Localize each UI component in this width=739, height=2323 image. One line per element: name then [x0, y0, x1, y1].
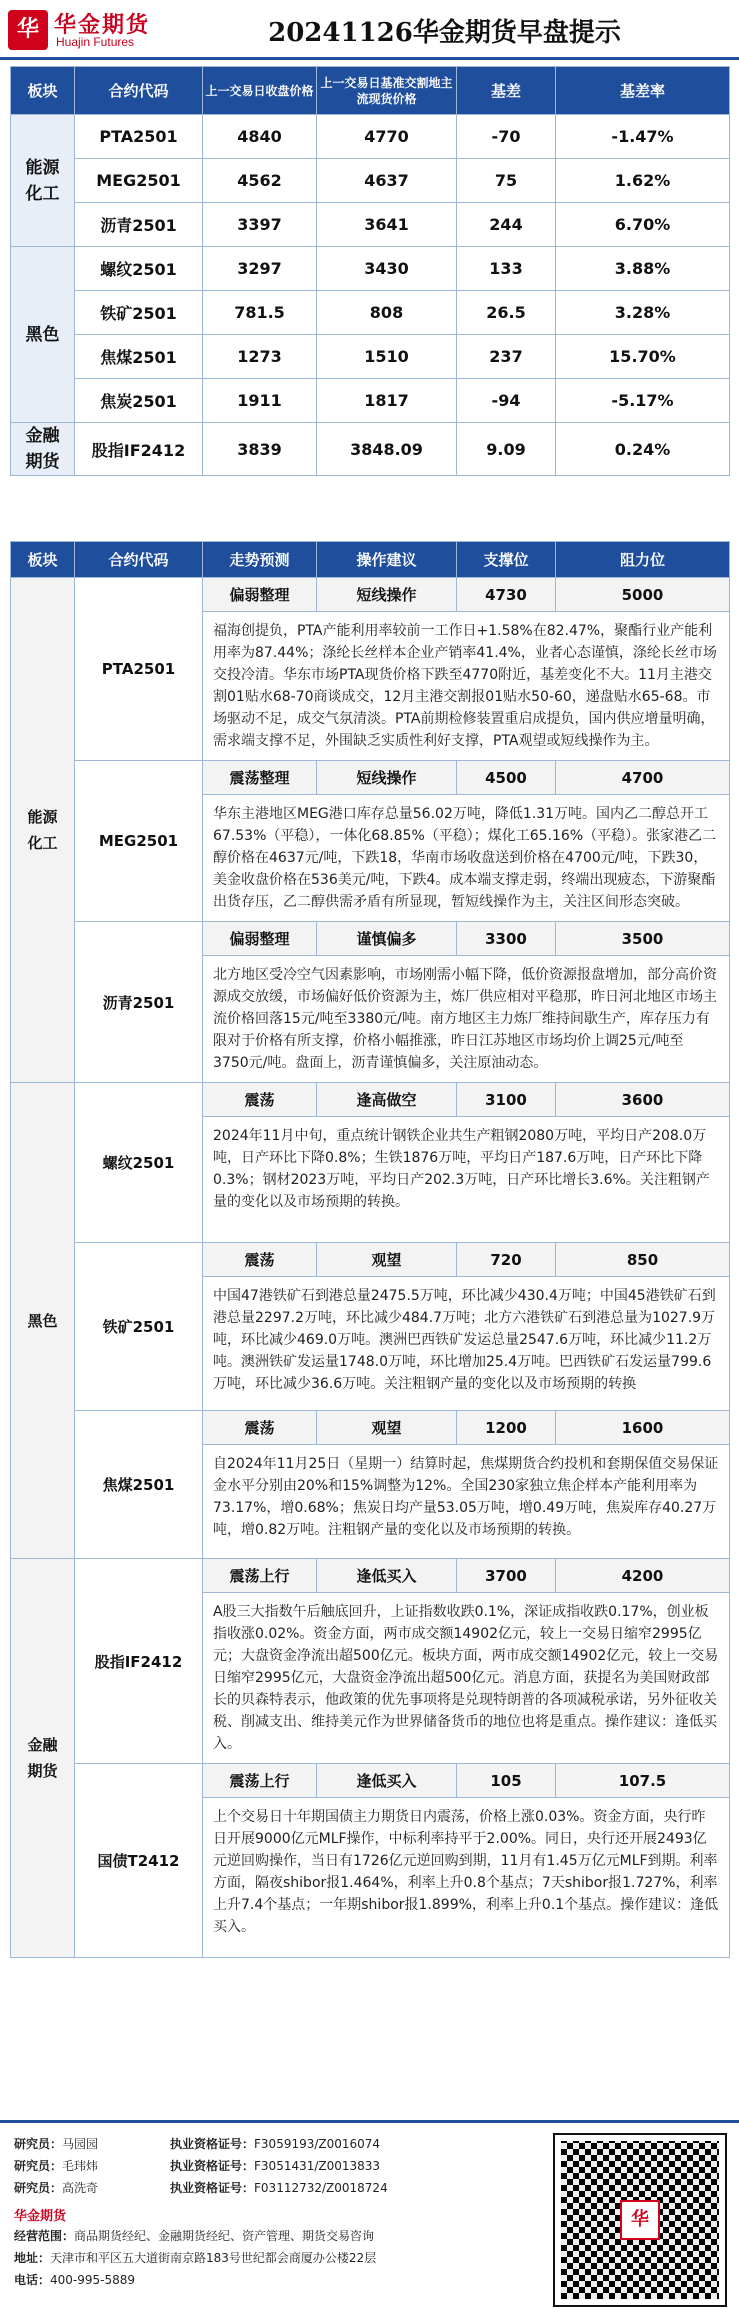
sector-cell: 能源 化工 — [11, 115, 75, 247]
scope-label: 经营范围： — [14, 2229, 75, 2243]
header-code: 合约代码 — [75, 67, 203, 115]
support-level: 4500 — [457, 761, 556, 795]
resistance-level: 5000 — [556, 578, 730, 612]
close-price: 4840 — [203, 115, 317, 159]
header-code: 合约代码 — [75, 542, 203, 578]
spot-price: 808 — [317, 291, 457, 335]
support-level: 3700 — [457, 1559, 556, 1593]
contract-code: 股指IF2412 — [75, 423, 203, 476]
header-sector: 板块 — [11, 542, 75, 578]
cert-label: 执业资格证号： — [170, 2159, 255, 2173]
logo-cn-text: 华金期货 — [54, 13, 151, 38]
contract-code: 焦煤2501 — [75, 335, 203, 379]
support-level: 4730 — [457, 578, 556, 612]
close-price: 3297 — [203, 247, 317, 291]
resistance-level: 3600 — [556, 1083, 730, 1117]
basis-rate: 3.28% — [556, 291, 730, 335]
header-basis: 基差 — [457, 67, 556, 115]
footer-address — [14, 2249, 376, 2266]
trade-advice: 逢低买入 — [317, 1764, 457, 1798]
trade-advice: 逢低买入 — [317, 1559, 457, 1593]
header-close: 上一交易日收盘价格 — [203, 67, 317, 115]
close-price: 3397 — [203, 203, 317, 247]
contract-code: 螺纹2501 — [75, 1083, 203, 1243]
basis-value: 75 — [457, 159, 556, 203]
basis-value: 26.5 — [457, 291, 556, 335]
table-row — [11, 423, 730, 476]
spot-price: 3430 — [317, 247, 457, 291]
cert-label: 执业资格证号： — [170, 2181, 255, 2195]
trade-advice: 观望 — [317, 1411, 457, 1445]
header-trend: 走势预测 — [203, 542, 317, 578]
basis-rate: 0.24% — [556, 423, 730, 476]
page-footer — [0, 2120, 739, 2323]
cert-line — [170, 2135, 380, 2152]
researcher-name: 毛玮炜 — [62, 2159, 99, 2173]
cert-number: F3059193/Z0016074 — [254, 2137, 381, 2151]
table-row — [11, 379, 730, 423]
support-level: 105 — [457, 1764, 556, 1798]
cert-number: F03112732/Z0018724 — [254, 2181, 388, 2195]
resistance-level: 107.5 — [556, 1764, 730, 1798]
resistance-level: 4700 — [556, 761, 730, 795]
basis-rate: -5.17% — [556, 379, 730, 423]
trend-forecast: 震荡 — [203, 1411, 317, 1445]
close-price: 3839 — [203, 423, 317, 476]
contract-code: 螺纹2501 — [75, 247, 203, 291]
logo-en-text: Huajin Futures — [56, 35, 135, 49]
close-price: 1911 — [203, 379, 317, 423]
trend-forecast: 震荡整理 — [203, 761, 317, 795]
contract-code: 焦煤2501 — [75, 1411, 203, 1559]
strategy-row — [11, 922, 730, 956]
resistance-level: 4200 — [556, 1559, 730, 1593]
analysis-comment: 自2024年11月25日（星期一）结算时起，焦煤期货合约投机和套期保值交易保证金水平分别由20%和15%调整为12%。全国230家独立焦企样本产能利用率为73.17%，增0.68%；焦炭日均产量53.05万吨，增0.49万吨，焦炭库存40.27万吨，增0.82万吨。注粗钢产量的变化以及市场预期的转换。 — [203, 1445, 730, 1559]
researcher-name: 马园园 — [62, 2137, 99, 2151]
qr-center-logo: 华 — [620, 2200, 660, 2240]
analysis-comment: 北方地区受冷空气因素影响，市场刚需小幅下降，低价资源报盘增加，部分高价资源成交放缓，市场偏好低价资源为主，炼厂供应相对平稳那，昨日河北地区市场主流价格回落15元/吨至3380元/吨。南方地区主力炼厂维持间歇生产，库存压力有限对于价格有所支撑，价格小幅推涨，昨日江苏地区市场均价上调25元/吨至3750元/吨。盘面上，沥青谨慎偏多，关注原油动态。 — [203, 956, 730, 1083]
researcher-name: 高洗奇 — [62, 2181, 99, 2195]
table-row — [11, 115, 730, 159]
resistance-level: 1600 — [556, 1411, 730, 1445]
spot-price: 3848.09 — [317, 423, 457, 476]
header-sector: 板块 — [11, 67, 75, 115]
header-spot: 上一交易日基准交割地主流现货价格 — [317, 67, 457, 115]
researcher-role: 研究员： — [14, 2159, 63, 2173]
analysis-comment: 福海创提负，PTA产能利用率较前一工作日+1.58%在82.47%，聚酯行业产能利用率为87.44%；涤纶长丝样本企业产销率41.4%，业者心态谨慎，涤纶长丝市场交投冷清。华东市场PTA现货价格下跌至4770附近，基差变化不大。11月主港交割01贴水68-70商谈成交，12月主港交割报01贴水50-60，递盘贴水65-68。市场驱动不足，成交气氛清淡。PTA前期检修装置重启成提负，国内供应增量明确，需求端支撑不足，外围缺乏实质性利好支撑，PTA观望或短线操作为主。 — [203, 612, 730, 761]
strategy-row — [11, 1083, 730, 1117]
trend-forecast: 偏弱整理 — [203, 578, 317, 612]
contract-code: 沥青2501 — [75, 922, 203, 1083]
header-advice: 操作建议 — [317, 542, 457, 578]
footer-phone — [14, 2271, 135, 2288]
table-row — [11, 291, 730, 335]
spot-price: 4637 — [317, 159, 457, 203]
address-label: 地址： — [14, 2251, 51, 2265]
resistance-level: 850 — [556, 1243, 730, 1277]
basis-table-header — [11, 67, 730, 115]
trade-advice: 观望 — [317, 1243, 457, 1277]
header-basis-rate: 基差率 — [556, 67, 730, 115]
analysis-comment: 中国47港铁矿石到港总量2475.5万吨，环比减少430.4万吨；中国45港铁矿石到港总量2297.2万吨，环比减少484.7万吨；北方六港铁矿石到港总量为1027.9万吨，环比减少469.0万吨。澳洲巴西铁矿发运总量2547.6万吨，环比减少11.2万吨。澳洲铁矿发运量1748.0万吨，环比增加25.4万吨。巴西铁矿石发运量799.6万吨，环比减少36.6万吨。关注粗钢产量的变化以及市场预期的转换 — [203, 1277, 730, 1411]
strategy-row — [11, 578, 730, 612]
researcher-line — [14, 2157, 98, 2174]
researcher-line — [14, 2179, 98, 2196]
contract-code: PTA2501 — [75, 115, 203, 159]
basis-value: 9.09 — [457, 423, 556, 476]
basis-value: 237 — [457, 335, 556, 379]
spot-price: 4770 — [317, 115, 457, 159]
trade-advice: 逢高做空 — [317, 1083, 457, 1117]
table-row — [11, 247, 730, 291]
phone-text: 400-995-5889 — [50, 2273, 136, 2287]
trend-forecast: 震荡上行 — [203, 1559, 317, 1593]
researcher-line — [14, 2135, 98, 2152]
analysis-comment: 华东主港地区MEG港口库存总量56.02万吨，降低1.31万吨。国内乙二醇总开工67.53%（平稳），一体化68.85%（平稳）；煤化工65.16%（平稳）。张家港乙二醇价格在4637元/吨，下跌18，华南市场收盘送到价格在4700元/吨，下跌30，美金收盘价格在536美元/吨，下跌4。成本端支撑走弱，终端出现疲态，下游聚酯出货存压，乙二醇供需矛盾有所显现，暂短线操作为主，关注区间形态突破。 — [203, 795, 730, 922]
trend-forecast: 震荡上行 — [203, 1764, 317, 1798]
trade-advice: 短线操作 — [317, 761, 457, 795]
analysis-comment: A股三大指数午后触底回升，上证指数收跌0.1%，深证成指收跌0.17%，创业板指收涨0.02%。资金方面，两市成交额14902亿元，较上一交易日缩窄2995亿元；大盘资金净流出超500亿元。板块方面，两市成交额14902亿元，较上一交易日缩窄2995亿元，大盘资金净流出超500亿元。消息方面，获提名为美国财政部长的贝森特表示，他政策的优先事项将是兑现特朗普的各项减税承诺，另外征收关税、削减支出、维持美元作为世界储备货币的地位也将是重点。操作建议：逢低买入。 — [203, 1593, 730, 1764]
phone-label: 电话： — [14, 2273, 51, 2287]
analysis-comment: 2024年11月中旬，重点统计钢铁企业共生产粗钢2080万吨，平均日产208.0万吨，日产环比下降0.8%；生铁1876万吨，平均日产187.6万吨，日产环比下降0.3%；钢材2023万吨，平均日产202.3万吨，日产环比增长3.6%。关注粗钢产量的变化以及市场预期的转换。 — [203, 1117, 730, 1243]
sector-cell: 能源 化工 — [11, 578, 75, 1083]
sector-cell: 黑色 — [11, 247, 75, 423]
researcher-role: 研究员： — [14, 2137, 63, 2151]
contract-code: 国债T2412 — [75, 1764, 203, 1958]
strategy-row — [11, 1764, 730, 1798]
strategy-table — [10, 541, 730, 1958]
trend-forecast: 偏弱整理 — [203, 922, 317, 956]
address-text: 天津市和平区五大道街南京路183号世纪都会商厦办公楼22层 — [50, 2251, 377, 2265]
sector-cell: 金融 期货 — [11, 1559, 75, 1958]
basis-rate: 15.70% — [556, 335, 730, 379]
basis-value: 133 — [457, 247, 556, 291]
cert-line — [170, 2157, 380, 2174]
table-row — [11, 203, 730, 247]
trade-advice: 短线操作 — [317, 578, 457, 612]
researcher-role: 研究员： — [14, 2181, 63, 2195]
basis-table — [10, 66, 730, 476]
trend-forecast: 震荡 — [203, 1083, 317, 1117]
table-row — [11, 335, 730, 379]
contract-code: 铁矿2501 — [75, 1243, 203, 1411]
strategy-table-header — [11, 542, 730, 578]
close-price: 1273 — [203, 335, 317, 379]
strategy-row — [11, 1559, 730, 1593]
support-level: 1200 — [457, 1411, 556, 1445]
cert-number: F3051431/Z0013833 — [254, 2159, 381, 2173]
resistance-level: 3500 — [556, 922, 730, 956]
page-header — [0, 0, 739, 60]
contract-code: 焦炭2501 — [75, 379, 203, 423]
close-price: 4562 — [203, 159, 317, 203]
trade-advice: 谨慎偏多 — [317, 922, 457, 956]
footer-company: 华金期货 — [14, 2209, 67, 2224]
basis-value: -94 — [457, 379, 556, 423]
sector-cell: 金融 期货 — [11, 423, 75, 476]
header-resistance: 阻力位 — [556, 542, 730, 578]
logo-mark: 华 — [8, 10, 48, 50]
strategy-row — [11, 1243, 730, 1277]
contract-code: 铁矿2501 — [75, 291, 203, 335]
basis-rate: 1.62% — [556, 159, 730, 203]
contract-code: MEG2501 — [75, 159, 203, 203]
contract-code: 沥青2501 — [75, 203, 203, 247]
strategy-row — [11, 761, 730, 795]
scope-text: 商品期货经纪、金融期货经纪、资产管理、期货交易咨询 — [74, 2229, 375, 2243]
page-title: 20241126华金期货早盘提示 — [268, 18, 621, 48]
trend-forecast: 震荡 — [203, 1243, 317, 1277]
contract-code: MEG2501 — [75, 761, 203, 922]
cert-label: 执业资格证号： — [170, 2137, 255, 2151]
basis-value: 244 — [457, 203, 556, 247]
close-price: 781.5 — [203, 291, 317, 335]
contract-code: 股指IF2412 — [75, 1559, 203, 1764]
sector-cell: 黑色 — [11, 1083, 75, 1559]
support-level: 720 — [457, 1243, 556, 1277]
spot-price: 1510 — [317, 335, 457, 379]
table-row — [11, 159, 730, 203]
basis-rate: 6.70% — [556, 203, 730, 247]
support-level: 3300 — [457, 922, 556, 956]
spot-price: 3641 — [317, 203, 457, 247]
basis-rate: -1.47% — [556, 115, 730, 159]
footer-scope — [14, 2227, 374, 2244]
spot-price: 1817 — [317, 379, 457, 423]
cert-line — [170, 2179, 388, 2196]
analysis-comment: 上个交易日十年期国债主力期货日内震荡，价格上涨0.03%。资金方面，央行昨日开展9000亿元MLF操作，中标利率持平于2.00%。同日，央行还开展2493亿元逆回购操作，当日有1726亿元逆回购到期，11月有1.45万亿元MLF到期。利率方面，隔夜shibor报1.464%，利率上升0.8个基点；7天shibor报1.727%，利率上升7.4个基点；一年期shibor报1.899%，利率上升0.1个基点。操作建议：逢低买入。 — [203, 1798, 730, 1958]
contract-code: PTA2501 — [75, 578, 203, 761]
strategy-row — [11, 1411, 730, 1445]
basis-value: -70 — [457, 115, 556, 159]
basis-rate: 3.88% — [556, 247, 730, 291]
support-level: 3100 — [457, 1083, 556, 1117]
header-support: 支撑位 — [457, 542, 556, 578]
